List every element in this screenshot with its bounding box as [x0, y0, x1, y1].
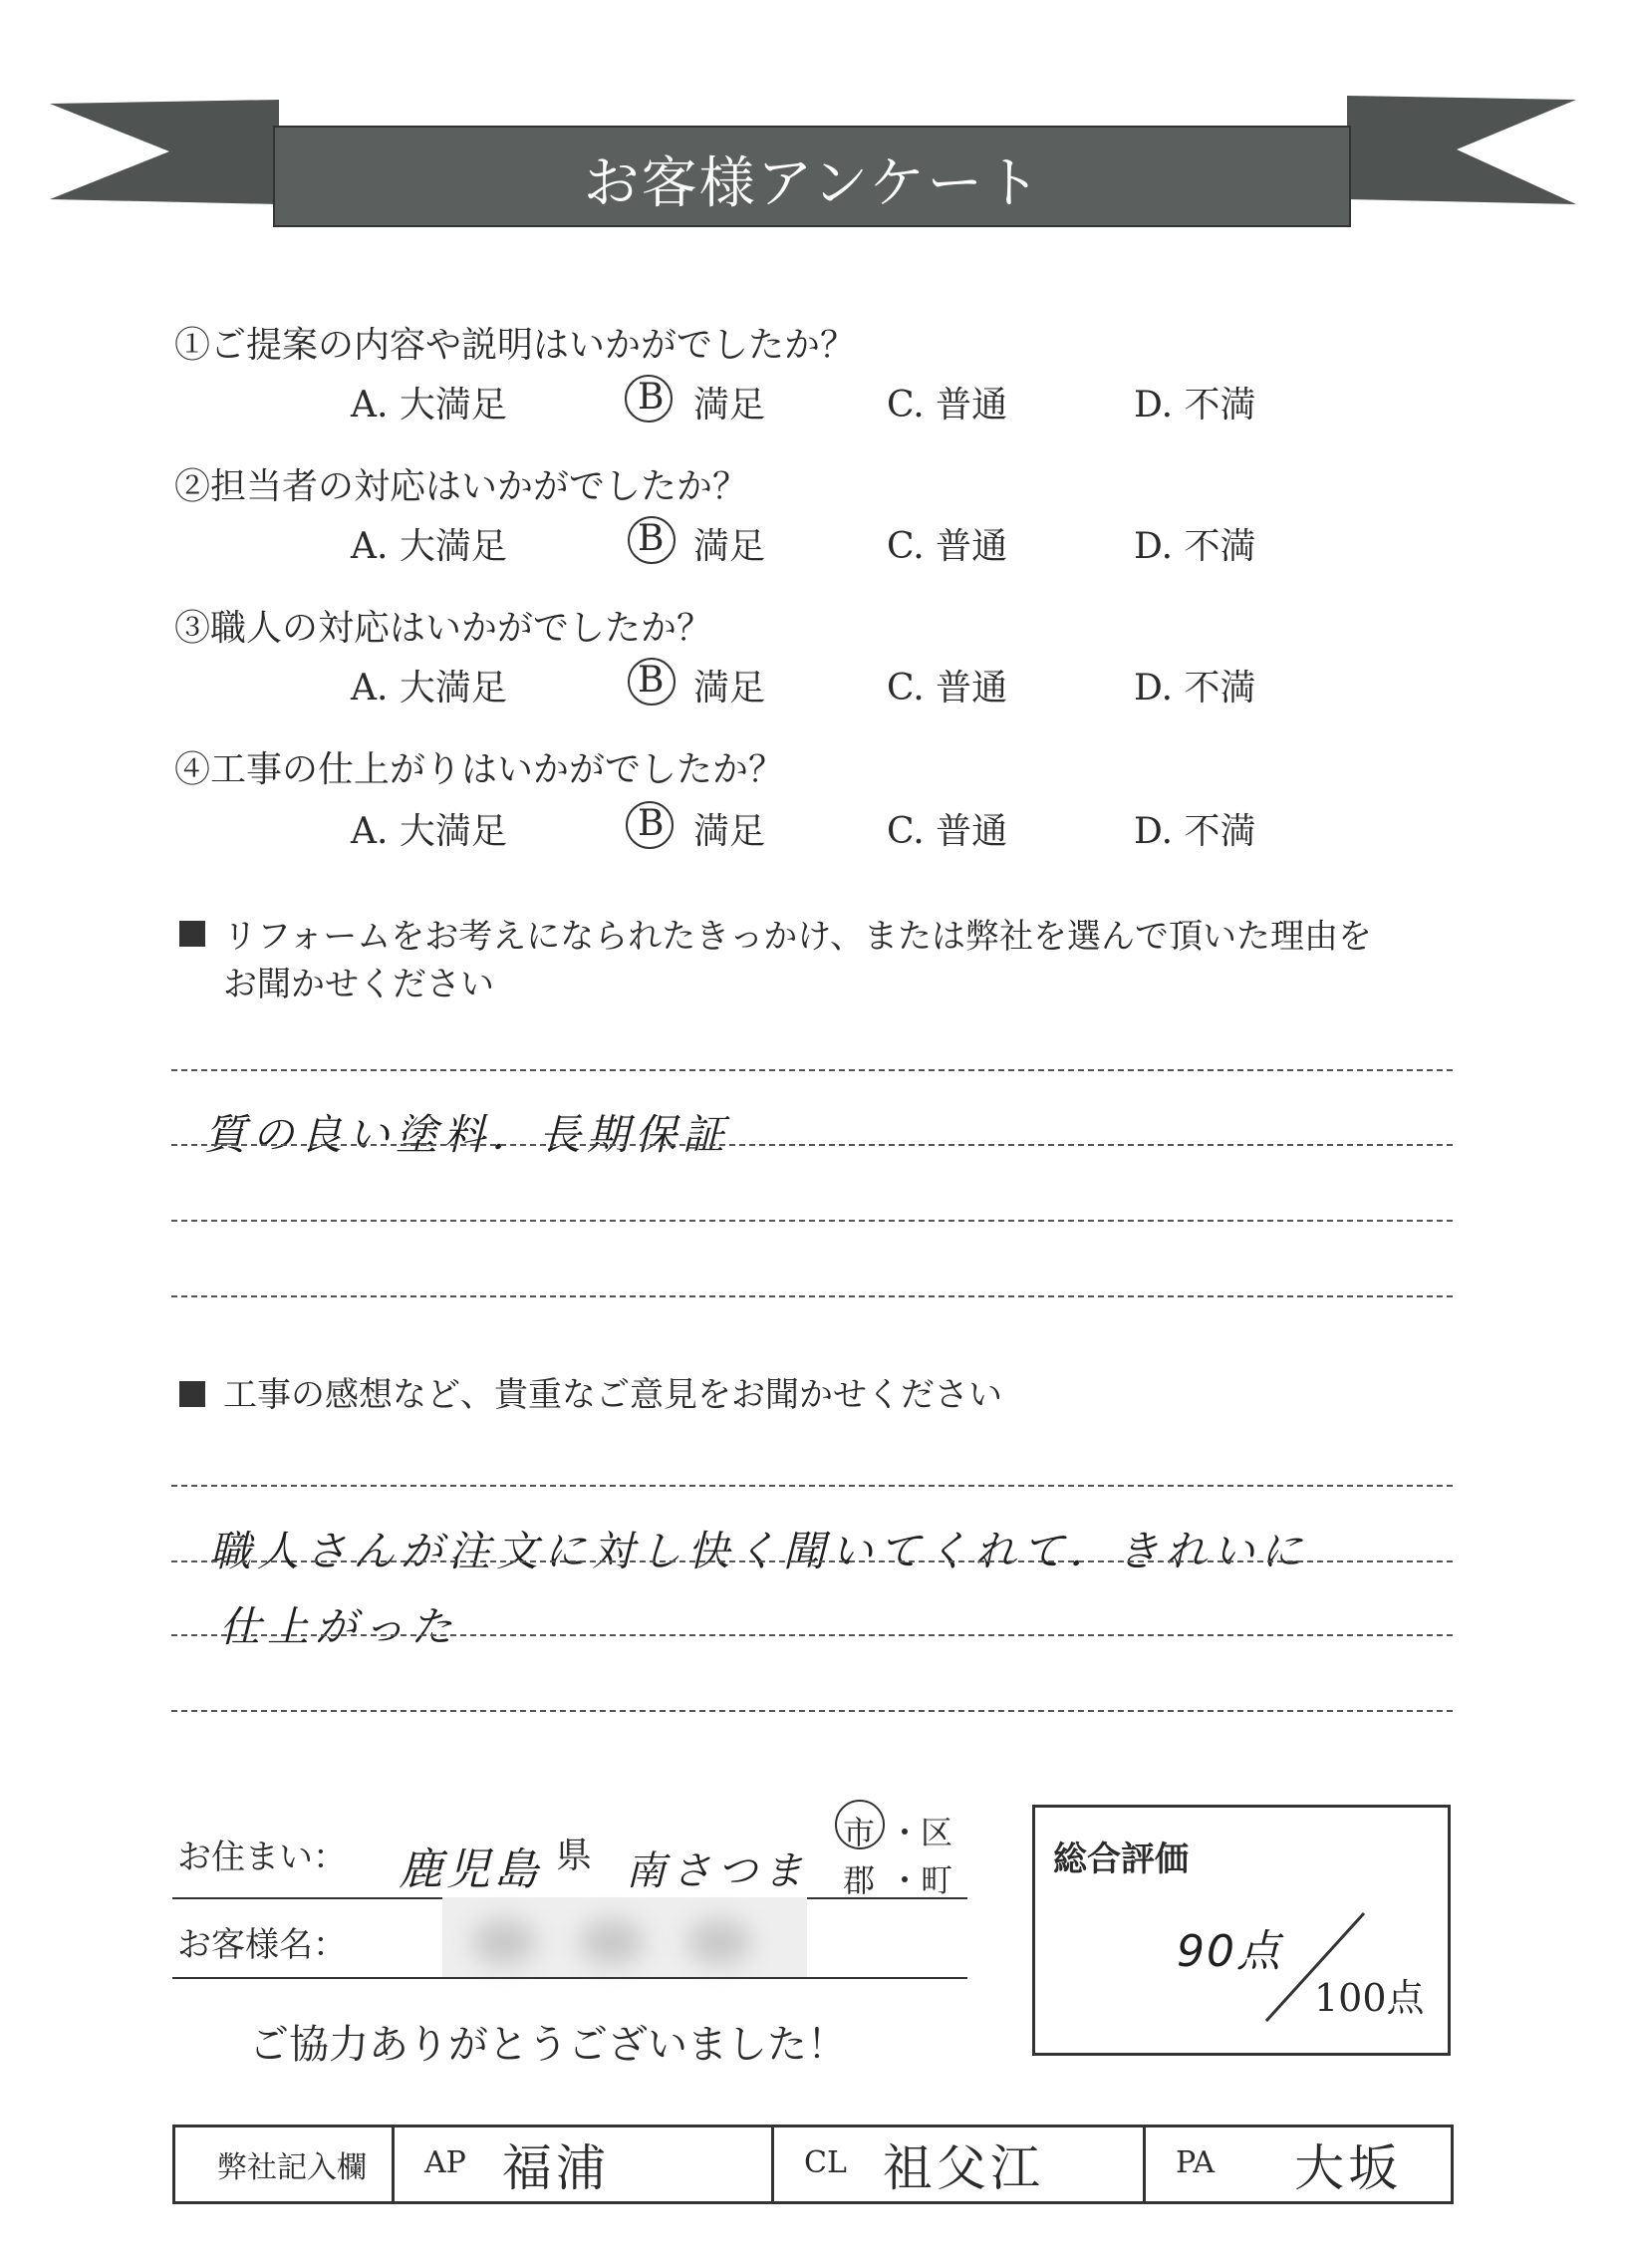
q3-option-b: B	[638, 660, 665, 701]
q4-option-d: D. 不満	[1134, 811, 1256, 852]
thanks-message: ご協力ありがとうございました！	[249, 2022, 847, 2068]
address-city: 南さつま	[626, 1848, 809, 1894]
page-title: お客様アンケート	[583, 151, 1043, 216]
section2-answer-line2: 仕上がった	[219, 1602, 459, 1651]
staff-cl-label: CL	[804, 2145, 847, 2180]
q2-option-b-text: 満足	[693, 526, 766, 567]
q1-option-c: C. 普通	[887, 385, 1008, 425]
customer-name-redacted	[442, 1897, 807, 1979]
staff-cl-value: 祖父江	[882, 2139, 1044, 2197]
q4-option-c: C. 普通	[887, 811, 1008, 852]
section1-rule	[171, 1220, 1453, 1222]
q3-option-d: D. 不満	[1134, 668, 1256, 709]
q4-selected-circle	[626, 801, 674, 849]
q1-option-b: B	[638, 377, 665, 418]
q2-option-c: C. 普通	[887, 526, 1008, 567]
question-4: ④工事の仕上がりはいかがでしたか？	[174, 749, 785, 790]
staff-pa-value: 大坂	[1294, 2139, 1403, 2197]
q3-option-a: A. 大満足	[351, 668, 507, 709]
address-prefecture: 鹿児島	[399, 1844, 542, 1895]
customer-label: お客様名：	[177, 1925, 347, 1965]
q3-option-c: C. 普通	[887, 668, 1008, 709]
question-1: ①ご提案の内容や説明はいかがでしたか？	[174, 325, 857, 366]
score-label: 総合評価	[1053, 1840, 1189, 1879]
section2-heading: 工事の感想など、貴重なご意見をお聞かせください	[223, 1375, 1002, 1415]
section1-bullet	[179, 921, 205, 947]
staff-ap-value: 福浦	[501, 2139, 610, 2197]
q4-option-b: B	[638, 803, 665, 844]
q1-selected-circle	[625, 375, 673, 423]
section2-rule	[171, 1485, 1453, 1487]
staff-ap-cell	[394, 2126, 773, 2203]
q2-selected-circle	[628, 516, 676, 564]
address-city-marker: 市	[843, 1814, 876, 1851]
question-3: ③職人の対応はいかがでしたか？	[174, 608, 713, 649]
address-gun: 郡	[843, 1861, 876, 1899]
section1-answer: 質の良い塗料．長期保証	[204, 1110, 731, 1159]
question-2: ②担当者の対応はいかがでしたか？	[174, 466, 749, 507]
staff-ap-label: AP	[424, 2145, 466, 2180]
q4-option-b-text: 満足	[693, 811, 766, 852]
q2-option-b: B	[638, 518, 665, 559]
q1-option-d: D. 不満	[1134, 385, 1256, 425]
score-max: 100点	[1314, 1976, 1425, 2020]
q1-option-a: A. 大満足	[351, 385, 507, 425]
section2-bullet	[179, 1381, 205, 1407]
section1-rule	[171, 1069, 1453, 1071]
q4-option-a: A. 大満足	[351, 811, 507, 852]
customer-underline	[172, 1977, 967, 1979]
staff-cl-cell	[773, 2126, 1145, 2203]
q3-selected-circle	[628, 658, 676, 706]
section1-rule	[171, 1295, 1453, 1297]
section1-rule	[171, 1144, 1453, 1146]
score-box	[1032, 1805, 1451, 2056]
section2-answer-line1: 職人さんが注文に対し快く聞いてくれて．きれいに	[209, 1527, 1309, 1575]
section1-heading: リフォームをお考えになられたきっかけ、または弊社を選んで頂いた理由を	[223, 917, 1372, 957]
address-ward: ・区	[889, 1814, 953, 1851]
section1-heading-line2: お聞かせください	[223, 965, 494, 1004]
q2-option-d: D. 不満	[1134, 526, 1256, 567]
address-town: ・町	[889, 1861, 953, 1899]
city-selected-circle	[835, 1800, 885, 1849]
section2-rule	[171, 1634, 1453, 1636]
address-label: お住まい：	[177, 1838, 347, 1877]
section2-rule	[171, 1710, 1453, 1712]
staff-label: 弊社記入欄	[174, 2126, 394, 2203]
q3-option-b-text: 満足	[693, 668, 766, 709]
address-prefecture-suffix: 県	[556, 1836, 593, 1876]
score-value: 90点	[1177, 1926, 1282, 1977]
staff-pa-cell	[1145, 2126, 1453, 2203]
section2-rule	[171, 1560, 1453, 1562]
q2-option-a: A. 大満足	[351, 526, 507, 567]
q1-option-b-text: 満足	[693, 385, 766, 425]
staff-table	[172, 2125, 1454, 2204]
staff-pa-label: PA	[1176, 2145, 1216, 2180]
